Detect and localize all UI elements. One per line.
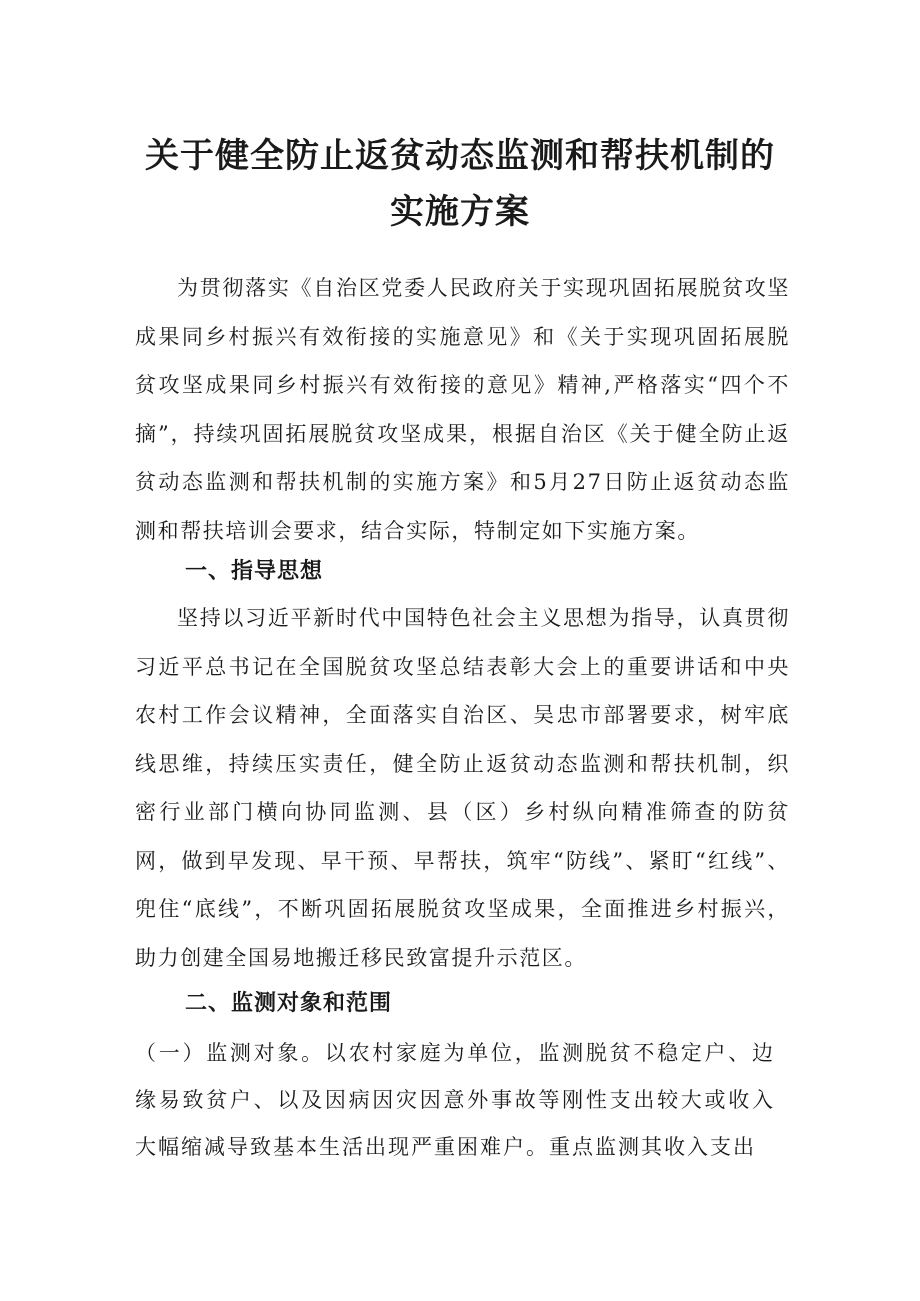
section-heading-guiding-ideology: 一、指导思想 <box>185 559 324 584</box>
intro-paragraph: 为贯彻落实《自治区党委人民政府关于实现巩固拓展脱贫攻坚成果同乡村振兴有效衔接的实施意见》和《关于实现巩固拓展脱贫攻坚成果同乡村振兴有效衔接的意见》精神,严格落实“四个不摘”，持续巩固拓展脱贫攻坚成果，根据自治区《关于健全防止返贫动态监测和帮扶机制的实施方案》和5月27日防止返贫动态监测和帮扶培训会要求，结合实际，特制定如下实施方案。 <box>135 276 790 543</box>
section-heading-monitoring-scope: 二、监测对象和范围 <box>185 991 393 1016</box>
document-title: 关于健全防止返贫动态监测和帮扶机制的实施方案 <box>145 136 775 232</box>
guiding-ideology-paragraph: 坚持以习近平新时代中国特色社会主义思想为指导，认真贯彻习近平总书记在全国脱贫攻坚总结表彰大会上的重要讲话和中央农村工作会议精神，全面落实自治区、吴忠市部署要求，树牢底线思维，持续压实责任，健全防止返贫动态监测和帮扶机制，织密行业部门横向协同监测、县（区）乡村纵向精准筛查的防贫网，做到早发现、早干预、早帮扶，筑牢“防线”、紧盯“红线”、兜住“底线”，不断巩固拓展脱贫攻坚成果，全面推进乡村振兴，助力创建全国易地搬迁移民致富提升示范区。 <box>135 606 790 970</box>
monitoring-target-paragraph: （一）监测对象。以农村家庭为单位，监测脱贫不稳定户、边缘易致贫户、以及因病因灾因意外事故等刚性支出较大或收入大幅缩减导致基本生活出现严重困难户。重点监测其收入支出 <box>135 1041 775 1159</box>
